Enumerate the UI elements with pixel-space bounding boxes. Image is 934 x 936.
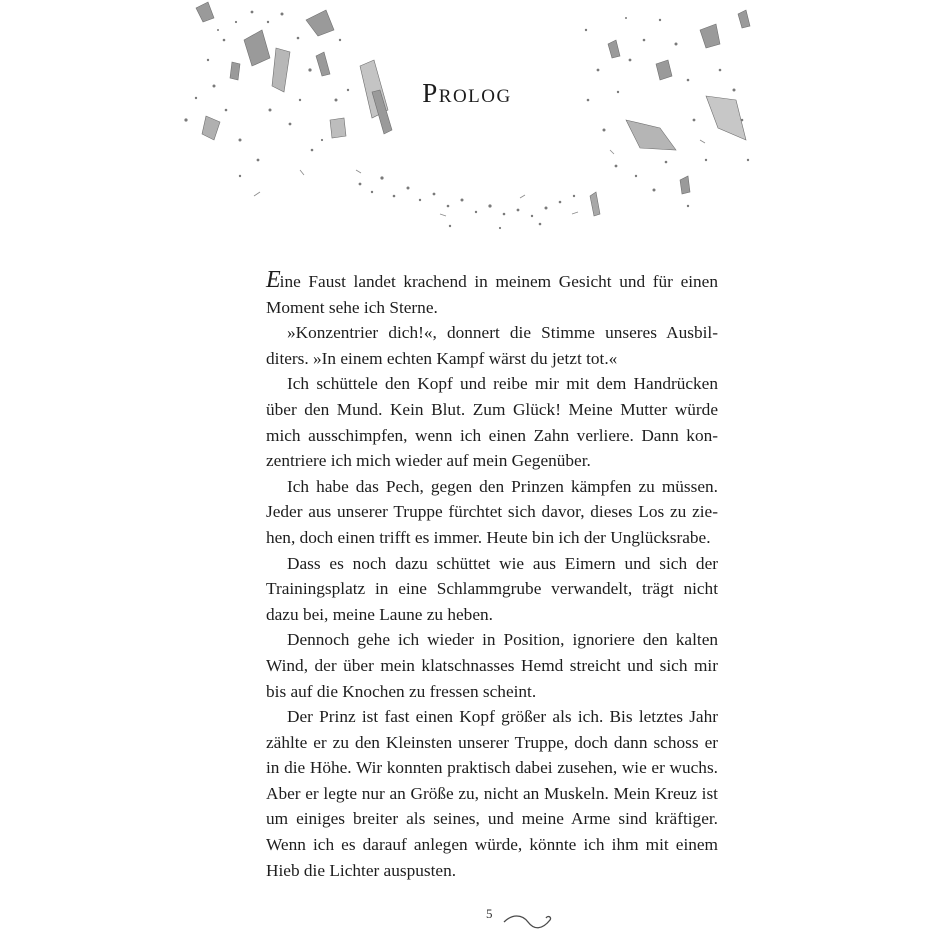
- page-number: 5: [486, 906, 493, 921]
- page-footer: [486, 906, 566, 936]
- chapter-title: Prolog: [422, 78, 512, 108]
- paragraph-4: Ich habe das Pech, gegen den Prinzen kämpfen zu müssen. Jeder aus unserer Truppe fürchtet sich davor, dieses Los zu ziehen, doch einen trifft es immer. Heute bin ich der Unglücksrabe.: [266, 476, 718, 547]
- paragraph-6: Dennoch gehe ich wieder in Position, ignoriere den kalten Wind, der über mein klatschnasses Hemd streicht und sich mir bis auf die Knochen zu fressen scheint.: [266, 630, 718, 701]
- paragraph-1-text: ine Faust landet krachend in meinem Gesicht und für einen Moment sehe ich Sterne.: [266, 272, 718, 317]
- paragraph-5: Dass es noch dazu schüttet wie aus Eimern und sich der Trainingsplatz in eine Schlammgrube verwandelt, trägt nicht dazu bei, meine Laune zu heben.: [266, 553, 718, 624]
- paragraph-2: »Konzentrier dich!«, donnert die Stimme unseres Ausbilditers. »In einem echten Kampf wärst du jetzt tot.«: [266, 323, 718, 368]
- shattered-glass-ornament: [0, 0, 934, 260]
- chapter-body: [266, 268, 718, 883]
- paragraph-3: Ich schüttele den Kopf und reibe mir mit dem Handrücken über den Mund. Kein Blut. Zum Glück! Meine Mutter würde mich ausschimpfen, wenn ich einen Zahn verliere. Dann konzentriere ich mich wieder auf mein Gegenüber.: [266, 374, 718, 471]
- drop-cap: E: [266, 267, 280, 293]
- paragraph-7: Der Prinz ist fast einen Kopf größer als ich. Bis letztes Jahr zählte er zu den Kleinsten unserer Truppe, doch dann schoss er in die Höhe. Wir konnten praktisch dabei zusehen, wie er wuchs. Aber er legte nur an Größe zu, nicht an Muskeln. Mein Kreuz ist um einiges breiter als seines, und meine Arme sind kräftiger. Wenn ich es darauf anlegen würde, könnte ich ihm mit einem Hieb die Lichter auspusten.: [266, 707, 718, 880]
- swirl-ornament-icon: [502, 912, 554, 932]
- paragraph-1: [266, 268, 718, 320]
